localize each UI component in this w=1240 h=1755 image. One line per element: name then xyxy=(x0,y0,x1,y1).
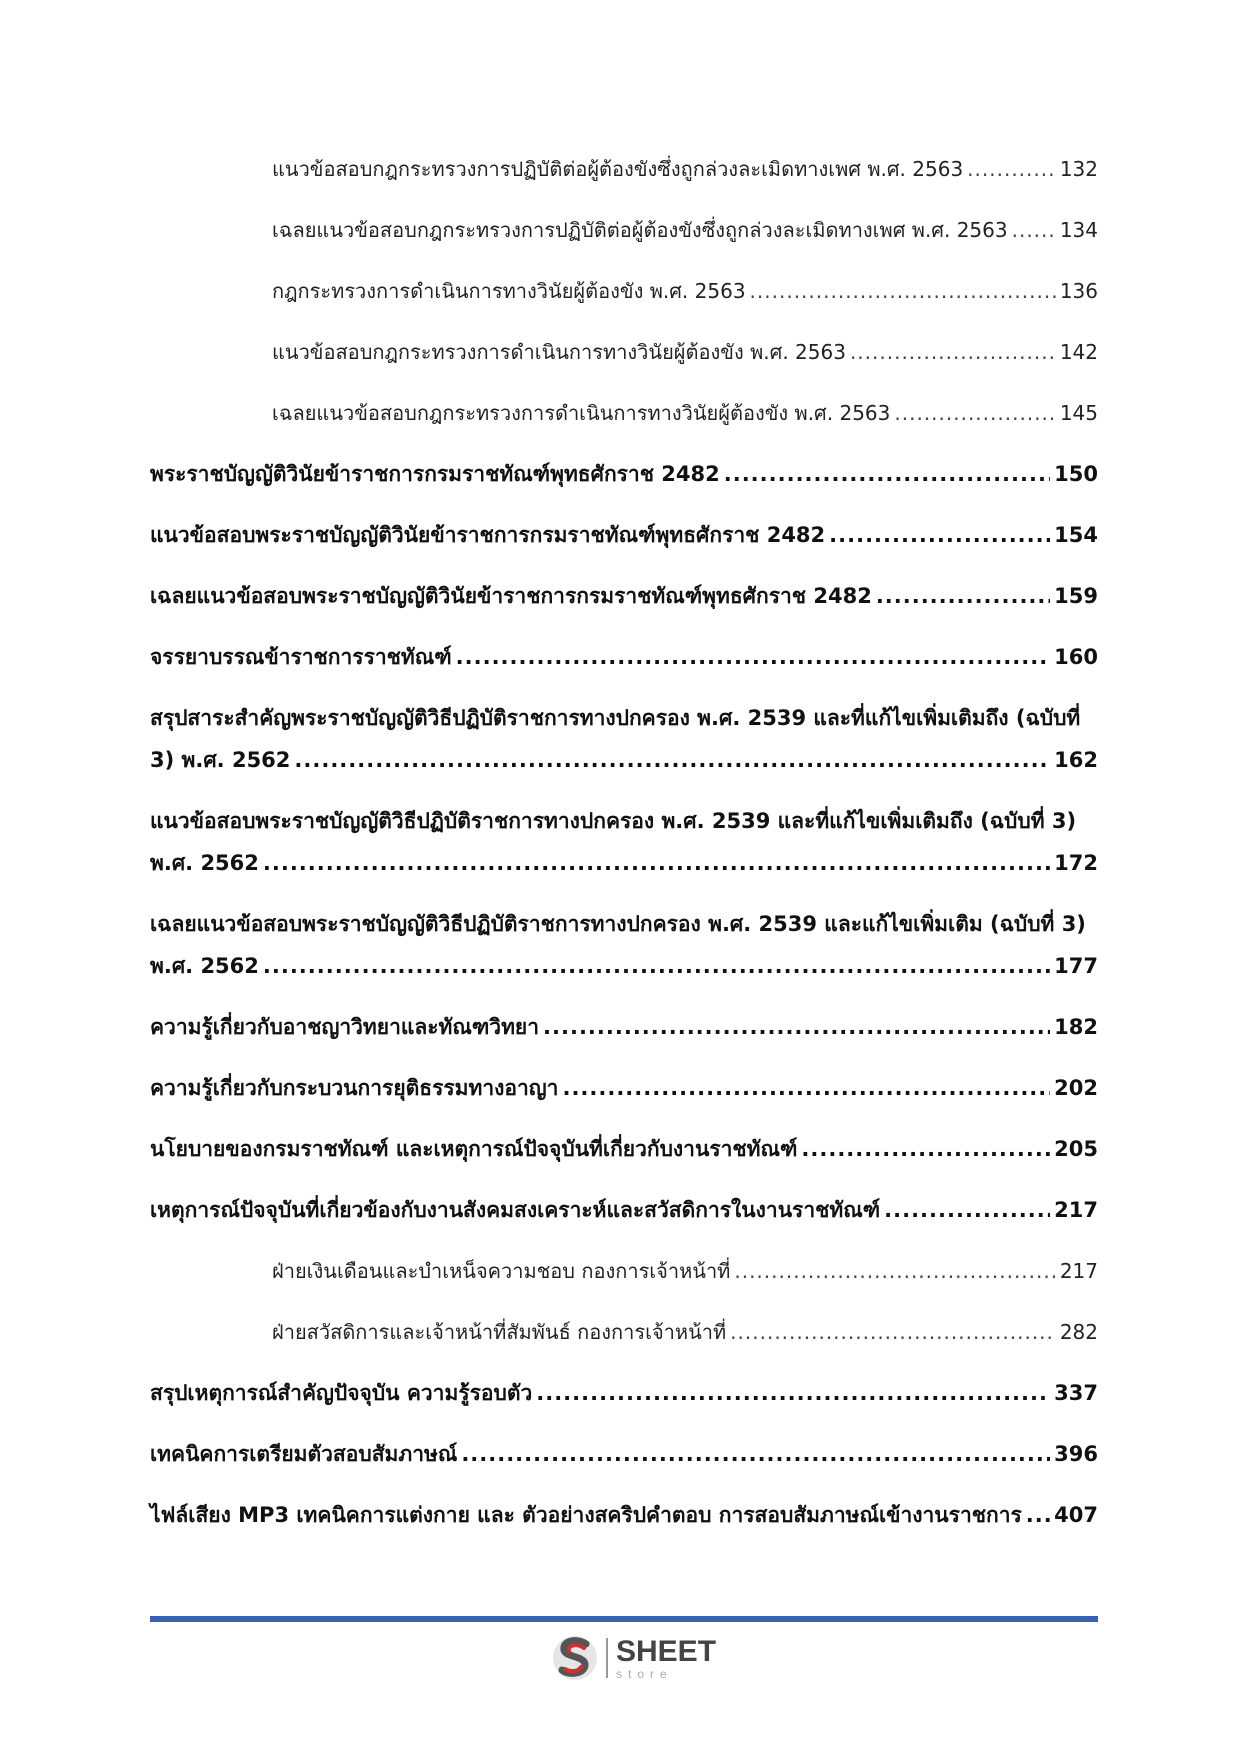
toc-page-number: 202 xyxy=(1054,1076,1098,1100)
toc-entry-title: แนวข้อสอบพระราชบัญญัติวิธีปฏิบัติราชการทางปกครอง พ.ศ. 2539 และที่แก้ไขเพิ่มเติมถึง (ฉบับที่ 3) xyxy=(150,809,1077,833)
table-of-contents xyxy=(150,148,1098,1555)
footer-rule xyxy=(150,1616,1098,1622)
toc-entry[interactable] xyxy=(150,697,1098,800)
toc-entry-title: ฝ่ายเงินเดือนและบำเหน็จความชอบ กองการเจ้าหน้าที่ xyxy=(272,1259,731,1283)
toc-entry-title: จรรยาบรรณข้าราชการราชทัณฑ์ xyxy=(150,645,452,669)
leader-dots xyxy=(884,1189,1050,1231)
sheet-store-logo xyxy=(550,1632,716,1684)
logo-separator xyxy=(606,1638,608,1678)
toc-entry[interactable] xyxy=(150,575,1098,636)
toc-entry[interactable] xyxy=(150,800,1098,903)
toc-entry[interactable] xyxy=(150,1006,1098,1067)
toc-entry[interactable] xyxy=(150,1128,1098,1189)
leader-dots xyxy=(536,1372,1050,1414)
leader-dots xyxy=(263,945,1050,987)
toc-page-number: 205 xyxy=(1054,1137,1098,1161)
toc-page-number: 172 xyxy=(1054,851,1098,875)
toc-entry-title: เฉลยแนวข้อสอบกฎกระทรวงการดำเนินการทางวินัยผู้ต้องขัง พ.ศ. 2563 xyxy=(272,401,891,425)
toc-entry-title: เฉลยแนวข้อสอบพระราชบัญญัติวินัยข้าราชการกรมราชทัณฑ์พุทธศักราช 2482 xyxy=(150,584,872,608)
toc-page-number: 134 xyxy=(1059,218,1098,242)
toc-entry-title-cont: 3) พ.ศ. 2562 xyxy=(150,748,291,772)
toc-entry[interactable] xyxy=(272,209,1098,270)
toc-entry[interactable] xyxy=(150,1189,1098,1250)
toc-entry-title: เหตุการณ์ปัจจุบันที่เกี่ยวข้องกับงานสังคมสงเคราะห์และสวัสดิการในงานราชทัณฑ์ xyxy=(150,1198,881,1222)
toc-entry-title: สรุปสาระสำคัญพระราชบัญญัติวิธีปฏิบัติราชการทางปกครอง พ.ศ. 2539 และที่แก้ไขเพิ่มเติมถึง (ฉบับที่ xyxy=(150,706,1081,730)
toc-page-number: 182 xyxy=(1054,1015,1098,1039)
leader-dots xyxy=(829,514,1050,556)
toc-page-number: 217 xyxy=(1059,1259,1098,1283)
leader-dots xyxy=(1026,1494,1050,1536)
leader-dots xyxy=(750,270,1056,312)
toc-entry[interactable] xyxy=(272,1311,1098,1372)
toc-page-number: 407 xyxy=(1054,1503,1098,1527)
toc-entry[interactable] xyxy=(150,903,1098,1006)
toc-entry-title: เฉลยแนวข้อสอบกฎกระทรวงการปฏิบัติต่อผู้ต้องขังซึ่งถูกล่วงละเมิดทางเพศ พ.ศ. 2563 xyxy=(272,218,1008,242)
toc-entry[interactable] xyxy=(150,453,1098,514)
logo-word: SHEET xyxy=(616,1634,717,1668)
leader-dots xyxy=(801,1128,1050,1170)
leader-dots xyxy=(730,1311,1056,1353)
toc-entry[interactable] xyxy=(150,1433,1098,1494)
leader-dots xyxy=(461,1433,1050,1475)
toc-entry[interactable] xyxy=(150,1372,1098,1433)
toc-page-number: 150 xyxy=(1054,462,1098,486)
leader-dots xyxy=(294,739,1050,781)
toc-entry-title: เฉลยแนวข้อสอบพระราชบัญญัติวิธีปฏิบัติราชการทางปกครอง พ.ศ. 2539 และแก้ไขเพิ่มเติม (ฉบับที่ 3) xyxy=(150,912,1086,936)
toc-entry[interactable] xyxy=(272,270,1098,331)
toc-entry[interactable] xyxy=(150,1494,1098,1555)
leader-dots xyxy=(543,1006,1050,1048)
toc-entry-title-cont: พ.ศ. 2562 xyxy=(150,851,259,875)
logo-subword: store xyxy=(616,1666,673,1681)
toc-entry-title: สรุปเหตุการณ์สำคัญปัจจุบัน ความรู้รอบตัว xyxy=(150,1381,533,1405)
toc-page-number: 160 xyxy=(1054,645,1098,669)
toc-page-number: 396 xyxy=(1054,1442,1098,1466)
toc-entry-title: แนวข้อสอบกฎกระทรวงการดำเนินการทางวินัยผู้ต้องขัง พ.ศ. 2563 xyxy=(272,340,846,364)
toc-entry[interactable] xyxy=(150,1067,1098,1128)
toc-entry-title: เทคนิคการเตรียมตัวสอบสัมภาษณ์ xyxy=(150,1442,458,1466)
toc-entry[interactable] xyxy=(272,331,1098,392)
leader-dots xyxy=(734,1250,1055,1292)
logo-wordmark xyxy=(616,1634,717,1681)
toc-entry-title: ความรู้เกี่ยวกับกระบวนการยุติธรรมทางอาญา xyxy=(150,1076,559,1100)
leader-dots xyxy=(562,1067,1050,1109)
toc-page-number: 282 xyxy=(1059,1320,1098,1344)
toc-entry[interactable] xyxy=(272,392,1098,453)
toc-page-number: 159 xyxy=(1054,584,1098,608)
toc-page-number: 337 xyxy=(1054,1381,1098,1405)
leader-dots xyxy=(724,453,1050,495)
toc-entry[interactable] xyxy=(272,148,1098,209)
leader-dots xyxy=(263,842,1050,884)
leader-dots xyxy=(876,575,1050,617)
toc-page-number: 136 xyxy=(1059,279,1098,303)
toc-page-number: 154 xyxy=(1054,523,1098,547)
toc-entry-title: แนวข้อสอบกฎกระทรวงการปฏิบัติต่อผู้ต้องขังซึ่งถูกล่วงละเมิดทางเพศ พ.ศ. 2563 xyxy=(272,157,964,181)
toc-entry-title: ไฟล์เสียง MP3 เทคนิคการแต่งกาย และ ตัวอย่างสคริปคำตอบ การสอบสัมภาษณ์เข้างานราชการ xyxy=(150,1503,1022,1527)
leader-dots xyxy=(894,392,1055,434)
leader-dots xyxy=(850,331,1056,373)
toc-entry[interactable] xyxy=(150,514,1098,575)
toc-page-number: 145 xyxy=(1059,401,1098,425)
toc-entry-title: ฝ่ายสวัสดิการและเจ้าหน้าที่สัมพันธ์ กองการเจ้าหน้าที่ xyxy=(272,1320,727,1344)
toc-page-number: 132 xyxy=(1059,157,1098,181)
leader-dots xyxy=(456,636,1050,678)
toc-entry[interactable] xyxy=(272,1250,1098,1311)
toc-entry[interactable] xyxy=(150,636,1098,697)
leader-dots xyxy=(1012,209,1056,251)
toc-entry-title: นโยบายของกรมราชทัณฑ์ และเหตุการณ์ปัจจุบันที่เกี่ยวกับงานราชทัณฑ์ xyxy=(150,1137,798,1161)
toc-entry-title: แนวข้อสอบพระราชบัญญัติวินัยข้าราชการกรมราชทัณฑ์พุทธศักราช 2482 xyxy=(150,523,826,547)
toc-entry-title: ความรู้เกี่ยวกับอาชญาวิทยาและทัณฑวิทยา xyxy=(150,1015,540,1039)
toc-page-number: 162 xyxy=(1054,748,1098,772)
toc-page-number: 177 xyxy=(1054,954,1098,978)
toc-page-number: 142 xyxy=(1059,340,1098,364)
toc-page-number: 217 xyxy=(1054,1198,1098,1222)
toc-entry-title: พระราชบัญญัติวินัยข้าราชการกรมราชทัณฑ์พุทธศักราช 2482 xyxy=(150,462,720,486)
toc-entry-title-cont: พ.ศ. 2562 xyxy=(150,954,259,978)
toc-entry-title: กฎกระทรวงการดำเนินการทางวินัยผู้ต้องขัง พ.ศ. 2563 xyxy=(272,279,746,303)
leader-dots xyxy=(967,148,1056,190)
sheet-store-s-icon xyxy=(550,1632,600,1684)
